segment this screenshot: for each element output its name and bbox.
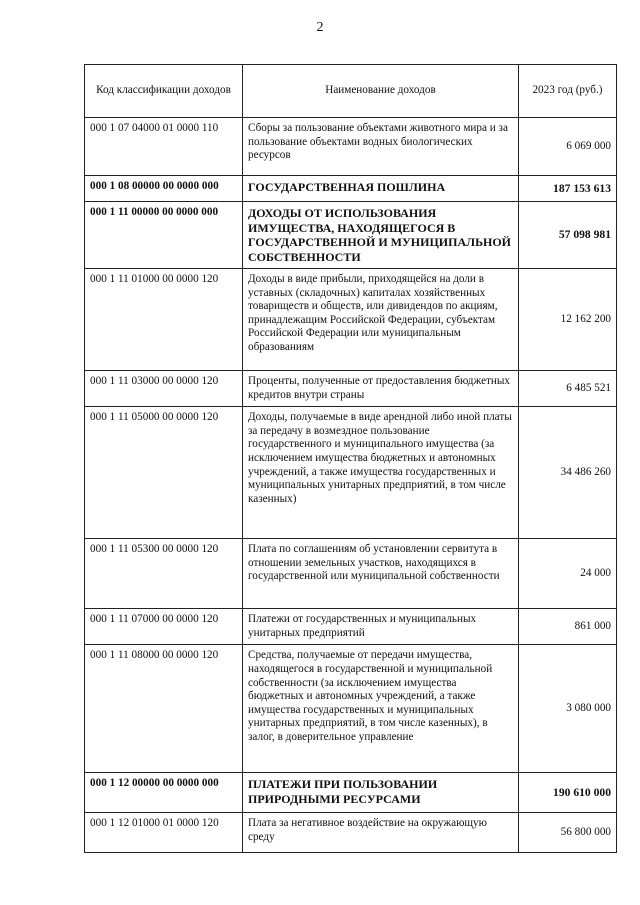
row-amount: 187 153 613 [519, 176, 617, 202]
header-name: Наименование доходов [243, 65, 519, 118]
revenue-table [84, 64, 617, 853]
row-amount: 12 162 200 [519, 269, 617, 371]
row-code: 000 1 11 03000 00 0000 120 [85, 371, 243, 407]
row-amount: 56 800 000 [519, 813, 617, 853]
row-name: Плата по соглашениям об установлении сервитута в отношении земельных участков, находящихся в государственной или муниципальной собственности [243, 539, 519, 609]
table-row [85, 645, 617, 773]
row-code: 000 1 11 00000 00 0000 000 [85, 202, 243, 269]
row-code: 000 1 12 00000 00 0000 000 [85, 773, 243, 813]
row-code: 000 1 11 05000 00 0000 120 [85, 407, 243, 539]
row-code: 000 1 12 01000 01 0000 120 [85, 813, 243, 853]
row-amount: 3 080 000 [519, 645, 617, 773]
table-row [85, 773, 617, 813]
row-name: ДОХОДЫ ОТ ИСПОЛЬЗОВАНИЯ ИМУЩЕСТВА, НАХОДЯЩЕГОСЯ В ГОСУДАРСТВЕННОЙ И МУНИЦИПАЛЬНОЙ СОБСТВЕННОСТИ [243, 202, 519, 269]
row-name: Доходы, получаемые в виде арендной либо иной платы за передачу в возмездное пользование государственного и муниципального имущества (за исключением имущества бюджетных и автономных учреждений, а также имущества государственных и муниципальных унитарных предприятий, в том числе казенных) [243, 407, 519, 539]
row-code: 000 1 08 00000 00 0000 000 [85, 176, 243, 202]
row-name: Платежи от государственных и муниципальных унитарных предприятий [243, 609, 519, 645]
row-code: 000 1 11 05300 00 0000 120 [85, 539, 243, 609]
table-row [85, 371, 617, 407]
row-code: 000 1 11 07000 00 0000 120 [85, 609, 243, 645]
table-row [85, 269, 617, 371]
row-amount: 57 098 981 [519, 202, 617, 269]
table-row [85, 176, 617, 202]
row-amount: 861 000 [519, 609, 617, 645]
row-amount: 190 610 000 [519, 773, 617, 813]
header-year: 2023 год (руб.) [519, 65, 617, 118]
row-code: 000 1 11 01000 00 0000 120 [85, 269, 243, 371]
row-name: Средства, получаемые от передачи имущества, находящегося в государственной и муниципальной собственности (за исключением имущества бюджетных и автономных учреждений, а также имущества государственных и муниципальных унитарных предприятий, в том числе казенных), в залог, в доверительное управление [243, 645, 519, 773]
row-name: Доходы в виде прибыли, приходящейся на доли в уставных (складочных) капиталах хозяйственных товариществ и обществ, или дивидендов по акциям, принадлежащим Российской Федерации, субъектам Российской Федерации или муниципальным образованиям [243, 269, 519, 371]
table-row [85, 202, 617, 269]
table-body [85, 118, 617, 853]
row-code: 000 1 07 04000 01 0000 110 [85, 118, 243, 176]
row-amount: 6 069 000 [519, 118, 617, 176]
table-row [85, 407, 617, 539]
table-header-row [85, 65, 617, 118]
row-amount: 6 485 521 [519, 371, 617, 407]
row-name: Сборы за пользование объектами животного мира и за пользование объектами водных биологических ресурсов [243, 118, 519, 176]
page-number: 2 [316, 20, 324, 35]
row-name: ГОСУДАРСТВЕННАЯ ПОШЛИНА [243, 176, 519, 202]
table-row [85, 118, 617, 176]
row-name: Плата за негативное воздействие на окружающую среду [243, 813, 519, 853]
row-code: 000 1 11 08000 00 0000 120 [85, 645, 243, 773]
row-name: ПЛАТЕЖИ ПРИ ПОЛЬЗОВАНИИ ПРИРОДНЫМИ РЕСУРСАМИ [243, 773, 519, 813]
row-amount: 24 000 [519, 539, 617, 609]
row-name: Проценты, полученные от предоставления бюджетных кредитов внутри страны [243, 371, 519, 407]
table-row [85, 813, 617, 853]
table-row [85, 539, 617, 609]
table-row [85, 609, 617, 645]
header-code: Код классификации доходов [85, 65, 243, 118]
row-amount: 34 486 260 [519, 407, 617, 539]
